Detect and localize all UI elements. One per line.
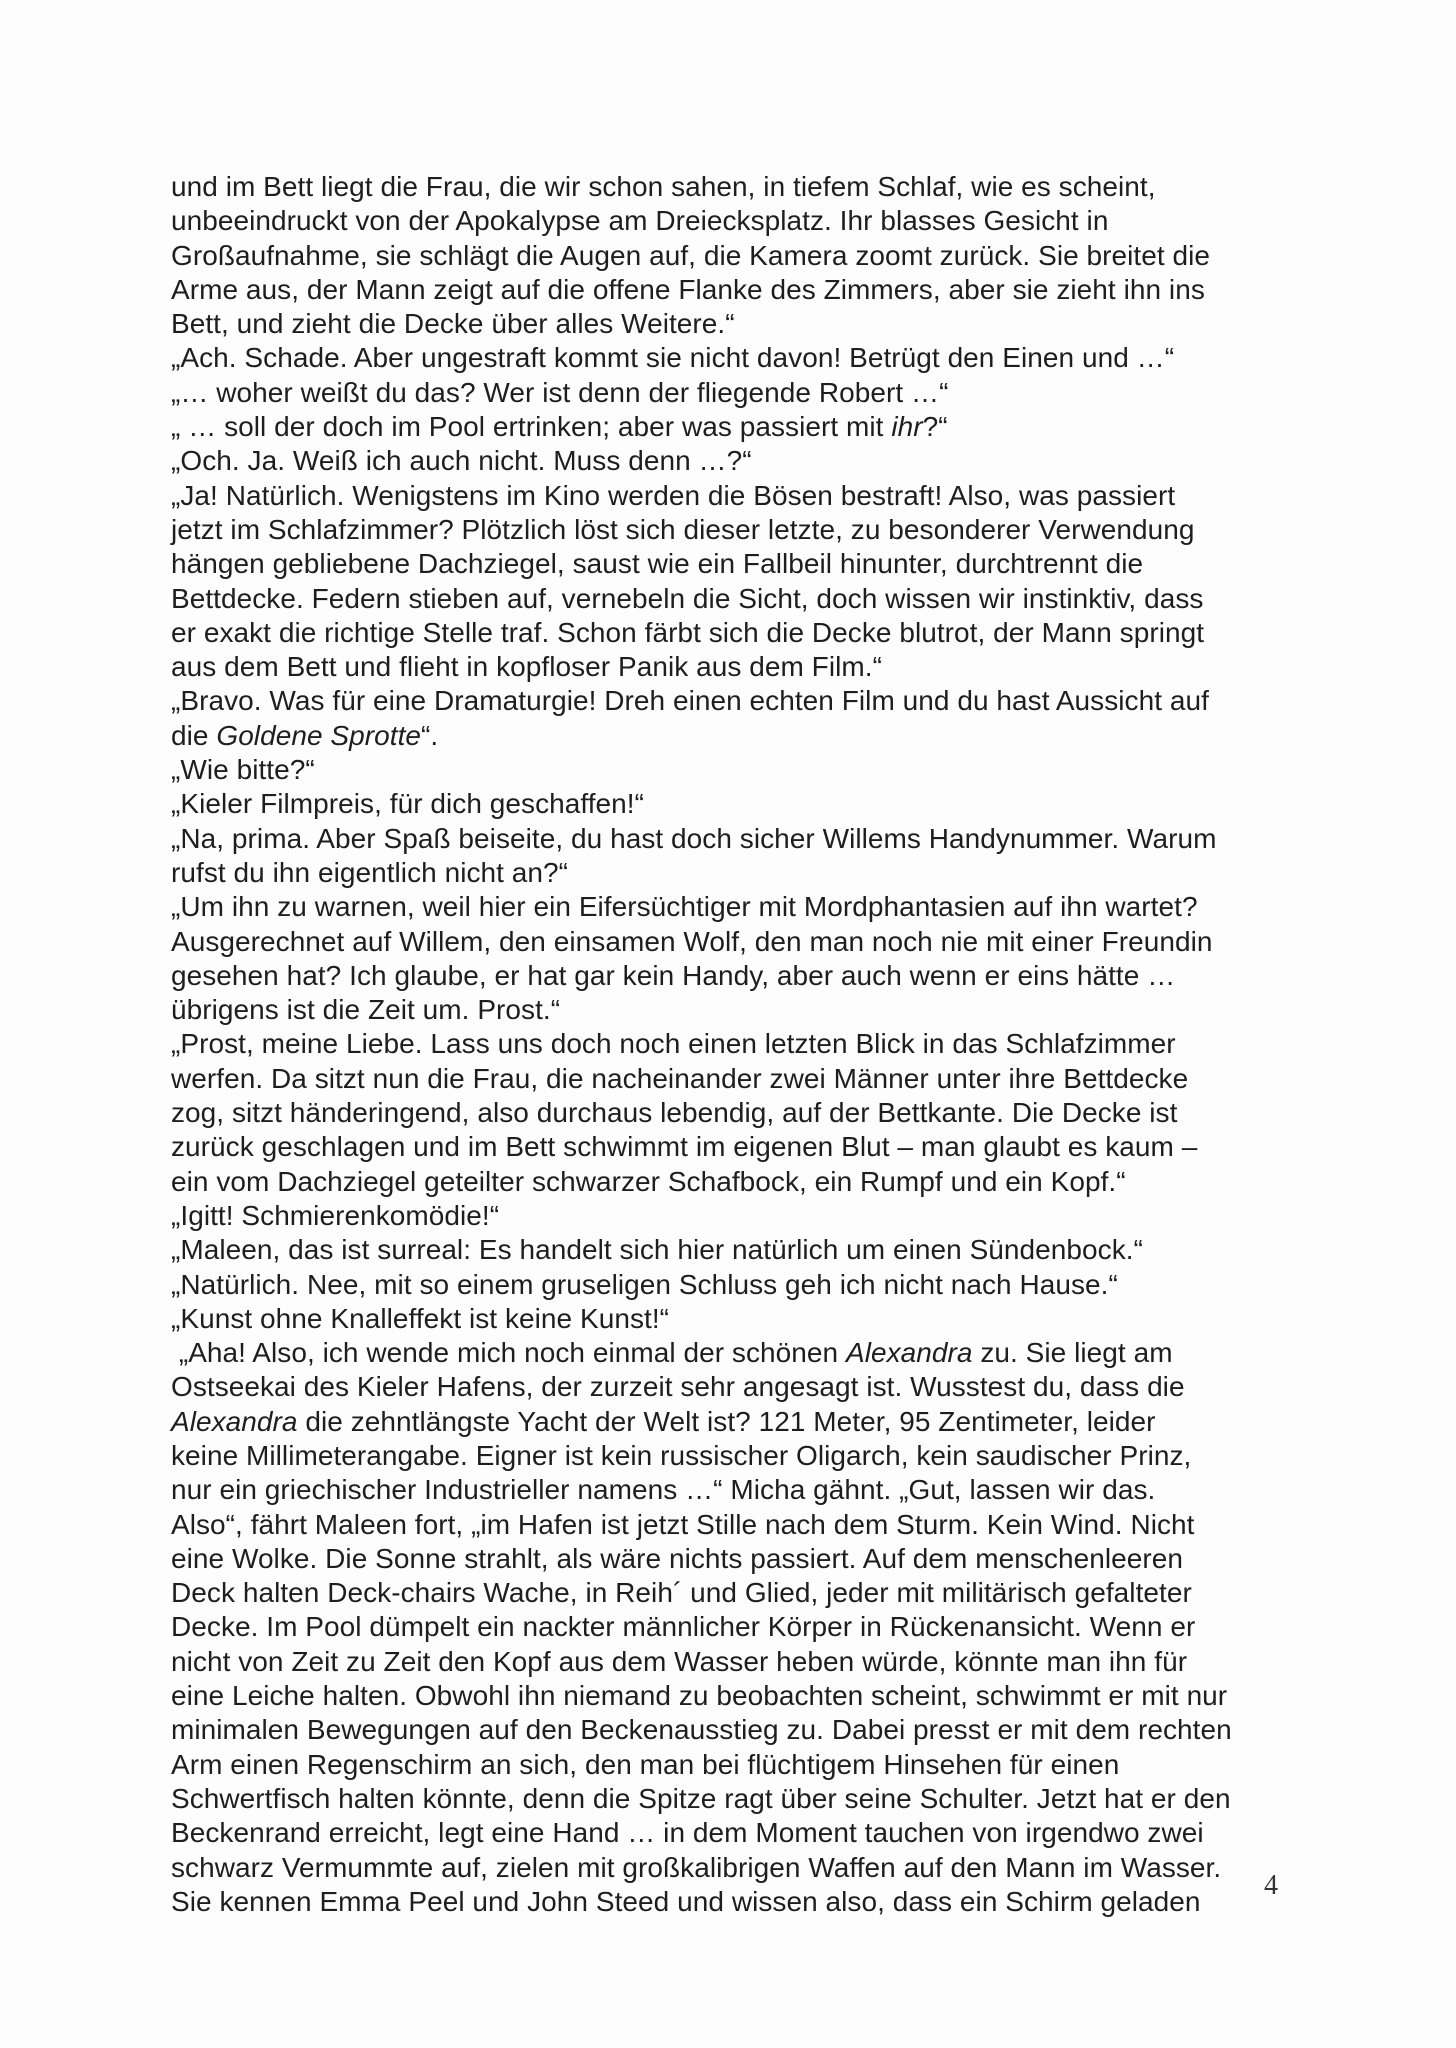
text-segment: “.: [421, 719, 439, 751]
text-line: [171, 616, 1301, 650]
text-line: [171, 1062, 1301, 1096]
text-segment: zog, sitzt händeringend, also durchaus lebendig, auf der Bettkante. Die Decke ist: [171, 1097, 1178, 1129]
text-segment: Sie kennen Emma Peel und John Steed und wissen also, dass ein Schirm geladen: [171, 1885, 1201, 1917]
text-line: [171, 684, 1301, 718]
page-number: 4: [1264, 1870, 1278, 1901]
text-segment: die zehntlängste Yacht der Welt ist? 121 Meter, 95 Zentimeter, leider: [297, 1405, 1156, 1437]
text-segment: Ostseekai des Kieler Hafens, der zurzeit sehr angesagt ist. Wusstest du, dass die: [171, 1371, 1185, 1403]
text-line: [171, 307, 1301, 341]
text-segment: „Natürlich. Nee, mit so einem gruseligen Schluss geh ich nicht nach Hause.“: [171, 1268, 1118, 1300]
text-segment: er exakt die richtige Stelle traf. Schon färbt sich die Decke blutrot, der Mann springt: [171, 616, 1205, 648]
text-segment: „Maleen, das ist surreal: Es handelt sich hier natürlich um einen Sündenbock.“: [171, 1234, 1143, 1266]
text-line: [171, 1713, 1301, 1747]
text-segment: Ausgerechnet auf Willem, den einsamen Wolf, den man noch nie mit einer Freundin: [171, 925, 1213, 957]
text-segment: „Bravo. Was für eine Dramaturgie! Dreh einen echten Film und du hast Aussicht auf: [171, 685, 1209, 717]
text-segment: keine Millimeterangabe. Eigner ist kein russischer Oligarch, kein saudischer Prinz,: [171, 1439, 1192, 1471]
text-segment: ?“: [922, 411, 948, 443]
italic-text-segment: Goldene Sprotte: [216, 719, 422, 751]
text-line: [171, 719, 1301, 753]
text-line: [171, 1508, 1301, 1542]
text-segment: „Na, prima. Aber Spaß beiseite, du hast doch sicher Willems Handynummer. Warum: [171, 822, 1217, 854]
text-line: [171, 1096, 1301, 1130]
text-segment: werfen. Da sitzt nun die Frau, die nacheinander zwei Männer unter ihre Bettdecke: [171, 1062, 1189, 1094]
text-segment: „Prost, meine Liebe. Lass uns doch noch einen letzten Blick in das Schlafzimmer: [171, 1028, 1176, 1060]
italic-text-segment: ihr: [891, 411, 923, 443]
text-line: [171, 1576, 1301, 1610]
text-line: [171, 1233, 1301, 1267]
text-line: [171, 479, 1301, 513]
text-line: [171, 1782, 1301, 1816]
text-line: [171, 1748, 1301, 1782]
text-line: [171, 890, 1301, 924]
italic-text-segment: Alexandra: [171, 1405, 298, 1437]
text-segment: Also“, fährt Maleen fort, „im Hafen ist jetzt Stille nach dem Sturm. Kein Wind. Nicht: [171, 1508, 1195, 1540]
text-line: [171, 787, 1301, 821]
text-segment: Deck halten Deck-chairs Wache, in Reih´ und Glied, jeder mit militärisch gefalteter: [171, 1577, 1192, 1609]
text-segment: Bettdecke. Federn stieben auf, vernebeln die Sicht, doch wissen wir instinktiv, dass: [171, 582, 1204, 614]
text-segment: „Kieler Filmpreis, für dich geschaffen!“: [171, 788, 644, 820]
text-line: [171, 1405, 1301, 1439]
text-line: [171, 513, 1301, 547]
text-line: [171, 959, 1301, 993]
text-line: [171, 753, 1301, 787]
text-line: [171, 273, 1301, 307]
text-line: [171, 341, 1301, 375]
text-line: [171, 170, 1301, 204]
text-line: [171, 856, 1301, 890]
text-segment: zurück geschlagen und im Bett schwimmt im eigenen Blut – man glaubt es kaum –: [171, 1131, 1198, 1163]
text-segment: „Och. Ja. Weiß ich auch nicht. Muss denn …?“: [171, 445, 752, 477]
text-segment: „Ach. Schade. Aber ungestraft kommt sie nicht davon! Betrügt den Einen und …“: [171, 342, 1175, 374]
text-segment: nur ein griechischer Industrieller namens …“ Micha gähnt. „Gut, lassen wir das.: [171, 1474, 1156, 1506]
text-segment: ein vom Dachziegel geteilter schwarzer Schafbock, ein Rumpf und ein Kopf.“: [171, 1165, 1126, 1197]
text-line: [171, 650, 1301, 684]
text-line: [171, 1165, 1301, 1199]
text-segment: „Um ihn zu warnen, weil hier ein Eifersüchtiger mit Mordphantasien auf ihn wartet?: [171, 891, 1198, 923]
text-segment: rufst du ihn eigentlich nicht an?“: [171, 856, 569, 888]
text-segment: Arme aus, der Mann zeigt auf die offene Flanke des Zimmers, aber sie zieht ihn ins: [171, 273, 1205, 305]
text-line: [171, 410, 1301, 444]
text-segment: „Aha! Also, ich wende mich noch einmal der schönen: [171, 1337, 846, 1369]
text-segment: Bett, und zieht die Decke über alles Weitere.“: [171, 308, 735, 340]
text-segment: aus dem Bett und flieht in kopfloser Panik aus dem Film.“: [171, 651, 882, 683]
text-segment: „Wie bitte?“: [171, 754, 315, 786]
text-segment: schwarz Vermummte auf, zielen mit großkalibrigen Waffen auf den Mann im Wasser.: [171, 1851, 1222, 1883]
text-line: [171, 376, 1301, 410]
text-segment: „Ja! Natürlich. Wenigstens im Kino werden die Bösen bestraft! Also, was passiert: [171, 479, 1176, 511]
text-segment: Arm einen Regenschirm an sich, den man bei flüchtigem Hinsehen für einen: [171, 1748, 1120, 1780]
text-line: [171, 1885, 1301, 1919]
text-segment: „ … soll der doch im Pool ertrinken; aber was passiert mit: [171, 411, 892, 443]
text-line: [171, 204, 1301, 238]
text-segment: zu. Sie liegt am: [972, 1337, 1173, 1369]
text-line: [171, 1542, 1301, 1576]
text-line: [171, 444, 1301, 478]
text-line: [171, 1130, 1301, 1164]
text-line: [171, 547, 1301, 581]
text-line: [171, 1473, 1301, 1507]
text-line: [171, 1199, 1301, 1233]
text-line: [171, 1679, 1301, 1713]
text-segment: gesehen hat? Ich glaube, er hat gar kein Handy, aber auch wenn er eins hätte …: [171, 959, 1176, 991]
text-segment: übrigens ist die Zeit um. Prost.“: [171, 994, 561, 1026]
text-line: [171, 1439, 1301, 1473]
text-segment: nicht von Zeit zu Zeit den Kopf aus dem Wasser heben würde, könnte man ihn für: [171, 1645, 1188, 1677]
text-line: [171, 993, 1301, 1027]
text-line: [171, 239, 1301, 273]
text-segment: „Kunst ohne Knalleffekt ist keine Kunst!“: [171, 1302, 670, 1334]
text-segment: jetzt im Schlafzimmer? Plötzlich löst sich dieser letzte, zu besonderer Verwendung: [171, 513, 1195, 545]
text-line: [171, 1302, 1301, 1336]
text-segment: Decke. Im Pool dümpelt ein nackter männlicher Körper in Rückenansicht. Wenn er: [171, 1611, 1196, 1643]
text-segment: „Igitt! Schmierenkomödie!“: [171, 1199, 500, 1231]
text-segment: und im Bett liegt die Frau, die wir schon sahen, in tiefem Schlaf, wie es scheint,: [171, 171, 1156, 202]
text-segment: eine Leiche halten. Obwohl ihn niemand zu beobachten scheint, schwimmt er mit nur: [171, 1680, 1228, 1712]
text-segment: „… woher weißt du das? Wer ist denn der fliegende Robert …“: [171, 376, 949, 408]
text-line: [171, 1336, 1301, 1370]
text-segment: Schwertfisch halten könnte, denn die Spitze ragt über seine Schulter. Jetzt hat er den: [171, 1782, 1231, 1814]
text-line: [171, 1816, 1301, 1850]
text-segment: Beckenrand erreicht, legt eine Hand … in dem Moment tauchen von irgendwo zwei: [171, 1817, 1204, 1849]
text-segment: unbeeindruckt von der Apokalypse am Dreiecksplatz. Ihr blasses Gesicht in: [171, 205, 1109, 237]
text-line: [171, 1851, 1301, 1885]
text-line: [171, 1370, 1301, 1404]
text-line: [171, 1027, 1301, 1061]
text-segment: Großaufnahme, sie schlägt die Augen auf, die Kamera zoomt zurück. Sie breitet die: [171, 239, 1211, 271]
text-line: [171, 1610, 1301, 1644]
italic-text-segment: Alexandra: [845, 1337, 973, 1369]
text-segment: hängen gebliebene Dachziegel, saust wie ein Fallbeil hinunter, durchtrennt die: [171, 548, 1144, 580]
text-segment: eine Wolke. Die Sonne strahlt, als wäre nichts passiert. Auf dem menschenleeren: [171, 1542, 1183, 1574]
text-segment: minimalen Bewegungen auf den Beckenausstieg zu. Dabei presst er mit dem rechten: [171, 1714, 1232, 1746]
text-segment: die: [171, 719, 217, 751]
text-line: [171, 822, 1301, 856]
text-line: [171, 1645, 1301, 1679]
text-line: [171, 582, 1301, 616]
text-line: [171, 1268, 1301, 1302]
text-line: [171, 925, 1301, 959]
body-text: [171, 170, 1301, 1919]
